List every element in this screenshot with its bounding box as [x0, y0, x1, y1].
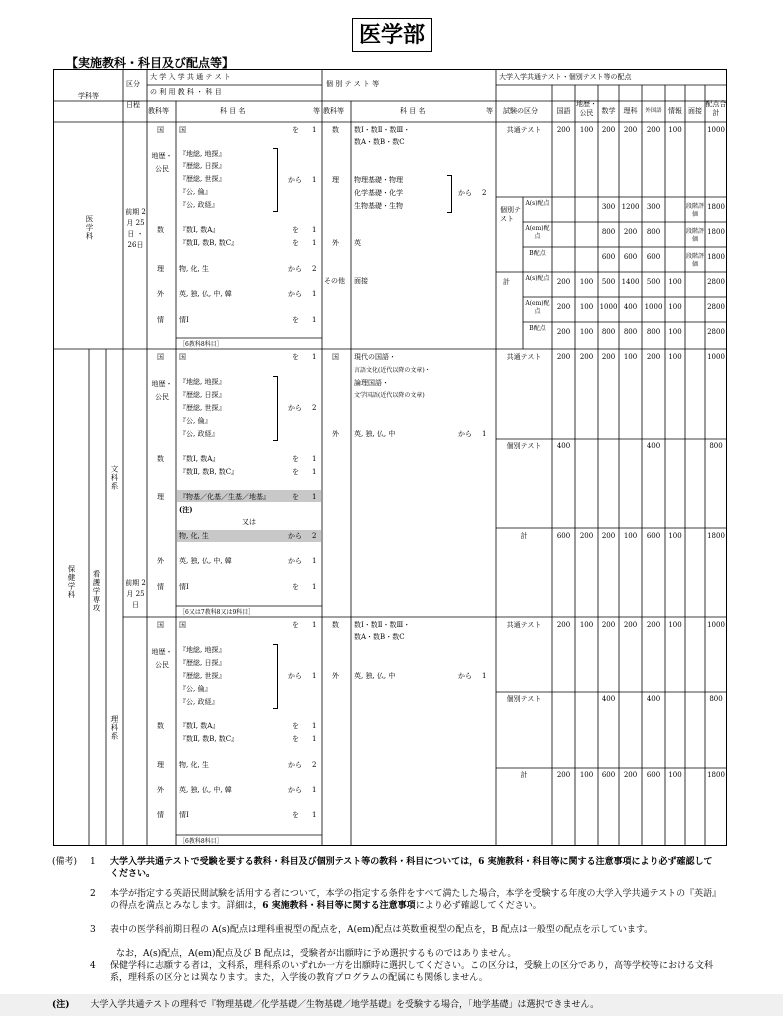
note-num-4: 4 [90, 961, 96, 971]
bunkei-kyotsu-kamoku-5: 情Ⅰ [179, 583, 189, 591]
rikei-score-0-cell-7: 1000 [707, 621, 725, 629]
rikei-score-0-cell-3: 200 [623, 621, 638, 629]
bunkei-bracket-chireki [273, 376, 278, 441]
rikei-kyotsu-kamoku-2-1: 『数Ⅱ, 数B, 数C』 [179, 735, 239, 743]
rikei-kobetsu-kyoka-0: 数 [332, 621, 339, 629]
bunkei-score-1-cell-0: 400 [556, 442, 571, 450]
bunkei-kyotsu-kyoka-1: 地歴・公民 [151, 380, 173, 401]
rikei-kyotsu-num-3: 2 [312, 761, 317, 769]
rikei-kyotsu-num-0: 1 [312, 621, 317, 629]
bunkei-score-2-cell-1: 200 [579, 532, 594, 540]
bunkei-kobetsu-rule-1: から [458, 430, 472, 438]
rikei-score-2-cell-0: 200 [556, 771, 571, 779]
igaku-kobetsu-1-cell-2: 800 [601, 228, 616, 236]
igaku-kyotsu-rule-2-1: を [292, 239, 299, 247]
igaku-kobetsu-kamoku-1-0: 物理基礎・物理 [354, 176, 403, 184]
igaku-kei-0-cell-2: 500 [601, 278, 616, 286]
igaku-kobetsu-num-1: 2 [482, 189, 487, 197]
bunkei-kyotsu-num-5: 1 [312, 583, 317, 591]
gakka-igaku: 医学科 [85, 215, 94, 241]
igaku-kobetsu-2-cell-3: 600 [623, 253, 638, 261]
igaku-kyotsu-kamoku-5: 情Ⅰ [179, 316, 189, 324]
igaku-kei-1-cell-2: 1000 [599, 303, 618, 311]
bunkei-kyotsu-rule-4: から [288, 557, 302, 565]
bunkei-score-0-cell-4: 200 [646, 353, 661, 361]
rikei-kyotsu-kyoka-0: 国 [157, 621, 164, 629]
rikei-kyotsu-num-2-1: 1 [312, 735, 317, 743]
rikei-kyotsu-kamoku-1-2: 『歴総, 世探』 [179, 672, 226, 680]
igaku-kyotsu-kamoku-2-0: 『数Ⅰ, 数A』 [179, 226, 220, 234]
bunkei-score-0-cell-3: 100 [623, 353, 638, 361]
bunkei-kyotsu-kyoka-4: 外 [157, 557, 164, 565]
igaku-kei-1-cell-4: 1000 [644, 303, 663, 311]
bunkei-kyotsu-num-2-1: 1 [312, 468, 317, 476]
igaku-kei-0-cell-4: 500 [646, 278, 661, 286]
bunkei-kyotsu-num-4: 1 [312, 557, 317, 565]
bunkei-kyotsu-num-3: 1 [312, 493, 317, 501]
igaku-kyotsu-num-4: 1 [312, 290, 317, 298]
bunkei-kyotsu-kyoka-5: 情 [157, 583, 164, 591]
col-joho: 情報 [668, 107, 682, 115]
igaku-kei-0-cell-1: 100 [579, 278, 594, 286]
bunkei-score-label-2: 計 [520, 532, 528, 540]
igaku-kobetsu-kyoka-3: その他 [324, 277, 345, 285]
igaku-kyotsu-rule-1: から [288, 176, 302, 184]
bunkei-kyotsu-kyoka-3: 理 [157, 493, 164, 501]
igaku-kobetsu-1-cell-4: 800 [646, 228, 661, 236]
igaku-kei-2-cell-0: 200 [556, 328, 571, 336]
bunkei-kyotsu-kyoka-0: 国 [157, 353, 164, 361]
igaku-kyotsu-kyoka-5: 情 [157, 316, 164, 324]
rikei-score-label-0: 共通テスト [506, 621, 542, 629]
bunkei-kyotsu-rule-0: を [292, 353, 299, 361]
rikei-score-2-cell-1: 100 [579, 771, 594, 779]
igaku-kei-1-cell-5: 100 [668, 303, 682, 311]
igaku-kobetsu-0-cell-2: 300 [601, 203, 616, 211]
igaku-kobetsu-2-cell-2: 600 [601, 253, 616, 261]
header-shiken-kubun: 試験の区分 [503, 107, 538, 115]
igaku-kyotsu-kamoku-1-3: 『公, 倫』 [179, 188, 212, 196]
igaku-bracket-rika [447, 175, 452, 213]
igaku-kyotsu-kamoku-1-2: 『歴総, 世探』 [179, 175, 226, 183]
note-num-2: 2 [90, 889, 96, 899]
igaku-kobetsu-kamoku-3: 面接 [354, 277, 368, 285]
igaku-kei-label-0: A(s)配点 [525, 275, 550, 282]
igaku-kobetsu-kamoku-1-1: 化学基礎・化学 [354, 189, 403, 197]
igaku-kyotsu-cell-4: 200 [646, 126, 661, 134]
rikei-score-1-cell-7: 800 [709, 695, 723, 703]
igaku-kyotsu-kamoku-4: 英, 独, 仏, 中, 韓 [179, 290, 232, 298]
bunkei-kyotsu-num-2-0: 1 [312, 455, 317, 463]
rikei-kyotsu-rule-4: から [288, 786, 302, 794]
note-text-3: 表中の医学科前期日程の A(s)配点は理科重視型の配点を，A(em)配点は英数重視型の配点を，B 配点は一般型の配点を示しています。 [110, 925, 654, 935]
igaku-score-kobetsu-label: 個別テスト [500, 206, 521, 223]
igaku-kei-2-cell-4: 800 [646, 328, 661, 336]
igaku-kyotsu-num-1: 1 [312, 176, 317, 184]
rikei-score-2-cell-5: 100 [668, 771, 682, 779]
footnote-label: (注) [52, 1000, 70, 1010]
col-kokugo: 国語 [556, 107, 571, 115]
igaku-kyotsu-kyoka-1: 地歴・公民 [151, 152, 173, 173]
igaku-kyotsu-kamoku-3: 物, 化, 生 [179, 265, 209, 273]
bunkei-kyotsu-kamoku-1-3: 『公, 倫』 [179, 417, 212, 425]
header-kyoka: 教科等 [148, 107, 169, 115]
bunkei-kyotsu-rule-3b: から [288, 532, 302, 540]
rikei-kyotsu-kamoku-5: 情Ⅰ [179, 811, 189, 819]
igaku-kei-1-cell-1: 100 [579, 303, 594, 311]
igaku-kyotsu-cell-2: 200 [601, 126, 616, 134]
igaku-kobetsu-1-cell-7: 1800 [707, 228, 725, 236]
bunkei-kyotsu-rule-2-0: を [292, 455, 299, 463]
note-num-3: 3 [90, 925, 96, 935]
igaku-kei-2-cell-3: 800 [623, 328, 638, 336]
rikei-kyotsu-rule-5: を [292, 811, 299, 819]
bunkei-score-2-cell-2: 200 [601, 532, 616, 540]
rikei-score-2-cell-7: 1800 [707, 771, 725, 779]
igaku-kei-0-cell-5: 100 [668, 278, 682, 286]
igaku-kei-label-1: A(em)配点 [525, 300, 550, 315]
bunkei-score-2-cell-7: 1800 [707, 532, 725, 540]
igaku-kyotsu-kyoka-4: 外 [157, 290, 164, 298]
bunkei-score-1-cell-4: 400 [646, 442, 661, 450]
rikei-kyotsu-total: ［6教科8科目］ [179, 838, 223, 845]
igaku-kobetsu-rule-1: から [458, 189, 472, 197]
bunkei-score-2-cell-5: 100 [668, 532, 682, 540]
rikei-score-2-cell-2: 600 [601, 771, 616, 779]
header-kamoku-to: 等 [313, 107, 320, 115]
rikei-kyotsu-kamoku-2-0: 『数Ⅰ, 数A』 [179, 722, 220, 730]
igaku-score-kyotsu-label: 共通テスト [506, 126, 542, 134]
rikei-kyotsu-kyoka-4: 外 [157, 786, 164, 794]
bunkei-kobetsu-kamoku-0-1: 言語文化(近代以降の文章)・ [354, 367, 431, 374]
igaku-kyotsu-cell-5: 100 [668, 126, 682, 134]
igaku-kyotsu-kyoka-3: 理 [157, 265, 164, 273]
rikei-kyotsu-kamoku-0: 国 [179, 621, 186, 629]
rikei-kyotsu-kamoku-1-3: 『公, 倫』 [179, 685, 212, 693]
rikei-score-label-1: 個別テスト [506, 695, 542, 703]
rikei-kobetsu-kamoku-0-0: 数Ⅰ・数Ⅱ・数Ⅲ・ [354, 621, 411, 629]
igaku-kobetsu-kyoka-0: 数 [332, 126, 339, 134]
header-kamoku: 科 目 名 [220, 107, 246, 115]
bunkei-score-label-0: 共通テスト [506, 353, 542, 361]
bunkei-kyotsu-num-1: 2 [312, 404, 317, 412]
bunkei-kobetsu-kamoku-0-0: 現代の国語・ [354, 353, 396, 361]
bunkei-score-1-cell-7: 800 [709, 442, 723, 450]
igaku-kobetsu-kamoku-1-2: 生物基礎・生物 [354, 202, 403, 210]
rikei-kyotsu-rule-1: から [288, 672, 302, 680]
bunkei-kyotsu-rule-5: を [292, 583, 299, 591]
rikei-kobetsu-kamoku-0-1: 数A・数B・数C [354, 633, 405, 641]
bunkei-score-0-cell-5: 100 [668, 353, 682, 361]
col-gokei: 配点合計 [705, 100, 727, 117]
bunkei-score-0-cell-7: 1000 [707, 353, 725, 361]
rikei-kyotsu-rule-2-1: を [292, 735, 299, 743]
igaku-kyotsu-rule-0: を [292, 126, 299, 134]
igaku-kobetsu-kamoku-0-0: 数Ⅰ・数Ⅱ・数Ⅲ・ [354, 126, 411, 134]
igaku-kei-0-cell-3: 1400 [621, 278, 640, 286]
igaku-kobetsu-1-cell-6: 段階評価 [685, 228, 704, 243]
igaku-kyotsu-kamoku-1-0: 『地総, 地探』 [179, 150, 226, 158]
bunkei-kyotsu-kamoku-4: 英, 独, 仏, 中, 韓 [179, 557, 232, 565]
rikei-kyotsu-num-1: 1 [312, 672, 317, 680]
igaku-kyotsu-rule-5: を [292, 316, 299, 324]
igaku-kobetsu-0-cell-3: 1200 [621, 203, 640, 211]
col-sugaku: 数学 [601, 107, 616, 115]
rikei-kyotsu-kyoka-5: 情 [157, 811, 164, 819]
bunkei-kyotsu-kamoku-3: 『物基／化基／生基／地基』 [179, 493, 270, 501]
igaku-kyotsu-num-5: 1 [312, 316, 317, 324]
igaku-kobetsu-kyoka-2: 外 [332, 239, 339, 247]
igaku-kei-2-cell-1: 100 [579, 328, 594, 336]
nittei-hoken: 前期 2月 25日 [125, 579, 146, 609]
bunkei-kyotsu-kamoku-1-2: 『歴総, 世探』 [179, 404, 226, 412]
col-gaikokugo: 外国語 [645, 108, 662, 114]
igaku-kyotsu-cell-0: 200 [556, 126, 571, 134]
rikei-kyotsu-kyoka-1: 地歴・公民 [151, 648, 173, 669]
igaku-kei-2-cell-2: 800 [601, 328, 616, 336]
note-num-1: 1 [90, 857, 96, 867]
section-subtitle: 【実施教科・科目及び配点等】 [66, 56, 235, 70]
rikei-score-0-cell-0: 200 [556, 621, 571, 629]
rikei-score-2-cell-4: 600 [646, 771, 661, 779]
igaku-kyotsu-kamoku-1-1: 『歴総, 日探』 [179, 162, 226, 170]
igaku-kyotsu-kamoku-1-4: 『公, 政経』 [179, 201, 219, 209]
rikei-score-2-cell-3: 200 [623, 771, 638, 779]
igaku-kyotsu-total: ［6教科8科目］ [179, 341, 223, 348]
igaku-kobetsu-kamoku-2: 英 [354, 239, 361, 247]
header-haiten: 大学入学共通テスト・個別テスト等の配点 [499, 73, 632, 81]
rikei-kyotsu-rule-2-0: を [292, 722, 299, 730]
bunkei-score-2-cell-3: 100 [623, 532, 638, 540]
igaku-kei-0-cell-7: 2800 [707, 278, 725, 286]
rikei-kobetsu-rule-1: から [458, 672, 472, 680]
bunkei-score-2-cell-0: 600 [556, 532, 571, 540]
igaku-kyotsu-num-2-0: 1 [312, 226, 317, 234]
rikei-kyotsu-kamoku-1-0: 『地総, 地探』 [179, 646, 226, 654]
footnote-text: 大学入学共通テストの理科で『物理基礎／化学基礎／生物基礎／地学基礎』を受験する場合，「地学基礎」は選択できません。 [90, 1000, 600, 1010]
header-kobetsu-to: 等 [486, 107, 493, 115]
rikei-score-label-2: 計 [520, 771, 528, 779]
igaku-kobetsu-2-cell-4: 600 [646, 253, 661, 261]
header-kubun: 区分 [126, 80, 140, 88]
igaku-kobetsu-0-cell-6: 段階評価 [685, 203, 704, 218]
gakka-hoken: 保健学科 [67, 565, 76, 599]
note-text-3b: なお，A(s)配点，A(em)配点及び B 配点は，受験者が出願時に予め選択するものではありません。 [116, 949, 517, 959]
igaku-kyotsu-cell-3: 200 [623, 126, 638, 134]
bunkei-score-2-cell-4: 600 [646, 532, 661, 540]
rikei-kobetsu-num-1: 1 [482, 672, 487, 680]
bunkei-kyotsu-kamoku-2-0: 『数Ⅰ, 数A』 [179, 455, 220, 463]
header-kobetsu-kamoku: 科 目 名 [400, 107, 426, 115]
igaku-kobetsu-0-cell-4: 300 [646, 203, 661, 211]
bunkei-kyotsu-mata: 又は [242, 518, 256, 526]
igaku-kei-2-cell-7: 2800 [707, 328, 725, 336]
igaku-kobetsu-1-cell-3: 200 [623, 228, 638, 236]
rikei-kyotsu-kamoku-4: 英, 独, 仏, 中, 韓 [179, 786, 232, 794]
bunkei-kyotsu-rule-3: を [292, 493, 299, 501]
igaku-kyotsu-rule-2-0: を [292, 226, 299, 234]
bunkei-kobetsu-kamoku-1: 英, 独, 仏, 中 [354, 430, 396, 438]
bunkei-kyotsu-num-0: 1 [312, 353, 317, 361]
rikei-score-0-cell-4: 200 [646, 621, 661, 629]
igaku-kyotsu-kamoku-2-1: 『数Ⅱ, 数B, 数C』 [179, 239, 239, 247]
rikei-kyotsu-num-5: 1 [312, 811, 317, 819]
igaku-kobetsu-label-1: A(em)配点 [525, 225, 550, 240]
bunkei-kyotsu-num-3b: 2 [312, 532, 317, 540]
igaku-kobetsu-label-2: B配点 [529, 250, 546, 257]
igaku-kyotsu-num-2-1: 1 [312, 239, 317, 247]
note-text-4: 保健学科に志願する者は，文科系，理科系のいずれか一方を出願時に選択してください。この区分は，受験上の区分であり，高等学校等における文科系，理科系の区分とは異なります。また，入学後の教育プログラムの配属にも関係しません。 [110, 961, 714, 983]
bunkei-kyotsu-kamoku-1-1: 『歴総, 日探』 [179, 391, 226, 399]
igaku-kyotsu-cell-7: 1000 [707, 126, 725, 134]
rikei-kyotsu-num-4: 1 [312, 786, 317, 794]
igaku-kyotsu-rule-3: から [288, 265, 302, 273]
header-nittei: 日程 [126, 101, 140, 109]
kei-rikei: 理科系 [110, 715, 119, 741]
rikei-score-0-cell-5: 100 [668, 621, 682, 629]
bunkei-kyotsu-rule-2-1: を [292, 468, 299, 476]
header-kobetsu-kyoka: 教科等 [323, 107, 344, 115]
bunkei-score-label-1: 個別テスト [506, 442, 542, 450]
page-title: 医学部 [352, 18, 432, 52]
bunkei-kyotsu-kamoku-1-0: 『地総, 地探』 [179, 378, 226, 386]
igaku-kei-2-cell-5: 100 [668, 328, 682, 336]
senko-kango: 看護学専攻 [92, 570, 101, 613]
header-gakka: 学科等 [78, 92, 99, 100]
col-mensetsu: 面接 [688, 107, 702, 115]
bunkei-score-0-cell-0: 200 [556, 353, 571, 361]
igaku-kei-1-cell-0: 200 [556, 303, 571, 311]
igaku-kyotsu-kamoku-0: 国 [179, 126, 186, 134]
rikei-kyotsu-kamoku-1-4: 『公, 政経』 [179, 698, 219, 706]
igaku-kobetsu-0-cell-7: 1800 [707, 203, 725, 211]
igaku-kobetsu-2-cell-7: 1800 [707, 253, 725, 261]
igaku-kobetsu-kamoku-0-1: 数A・数B・数C [354, 138, 405, 146]
bunkei-kyotsu-kamoku-3b: 物, 化, 生 [179, 532, 209, 540]
igaku-score-kei-label: 計 [503, 278, 510, 286]
nittei-igaku: 前期 2月 25日 ・ 26日 [125, 208, 146, 249]
rikei-kyotsu-kamoku-3: 物, 化, 生 [179, 761, 209, 769]
bunkei-kobetsu-kamoku-0-3: 文学国語(近代以降の文章) [354, 392, 425, 399]
rikei-score-1-cell-2: 400 [601, 695, 616, 703]
igaku-kyotsu-num-0: 1 [312, 126, 317, 134]
igaku-kei-1-cell-7: 2800 [707, 303, 725, 311]
note-text-2: 本学が指定する英語民間試験を活用する者について，本学の指定する条件をすべて満たした場合，本学を受験する年度の大学入学共通テストの『英語』の得点を満点とみなします。詳細は，6 実施教科・科目等に関する注意事項により必ず確認してください。 [110, 889, 717, 911]
igaku-kyotsu-num-3: 2 [312, 265, 317, 273]
rikei-kobetsu-kyoka-1: 外 [332, 672, 339, 680]
igaku-kei-label-2: B配点 [529, 325, 546, 332]
igaku-kei-1-cell-3: 400 [623, 303, 638, 311]
header-kyotsu-2: の 利 用 教 科 ・ 科 目 [150, 88, 222, 96]
footnote [0, 994, 783, 1016]
notes-label: (備考) [52, 857, 78, 867]
rikei-kobetsu-kamoku-1: 英, 独, 仏, 中 [354, 672, 396, 680]
igaku-kobetsu-label-0: A(s)配点 [525, 200, 550, 207]
header-kyotsu-1: 大 学 入 学 共 通 テ ス ト [150, 73, 231, 81]
rikei-kyotsu-kamoku-1-1: 『歴総, 日探』 [179, 659, 226, 667]
igaku-kyotsu-cell-1: 100 [579, 126, 594, 134]
header-kobetsu: 個 別 テ ス ト 等 [326, 80, 380, 88]
rikei-score-1-cell-4: 400 [646, 695, 661, 703]
rikei-score-0-cell-2: 200 [601, 621, 616, 629]
bunkei-score-0-cell-1: 200 [579, 353, 594, 361]
rikei-kyotsu-num-2-0: 1 [312, 722, 317, 730]
bunkei-kyotsu-kyoka-2: 数 [157, 455, 164, 463]
rikei-kyotsu-rule-0: を [292, 621, 299, 629]
bunkei-kyotsu-kamoku-2-1: 『数Ⅱ, 数B, 数C』 [179, 468, 239, 476]
bunkei-kyotsu-chu: (注) [179, 505, 193, 514]
igaku-kyotsu-kyoka-0: 国 [157, 126, 164, 134]
rikei-kyotsu-rule-3: から [288, 761, 302, 769]
rikei-bracket-chireki [273, 644, 278, 709]
igaku-kobetsu-kyoka-1: 理 [332, 176, 339, 184]
bunkei-kyotsu-total: ［6又は7教科8又は9科目］ [179, 609, 255, 616]
bunkei-kyotsu-kamoku-0: 国 [179, 353, 186, 361]
bunkei-kobetsu-kyoka-1: 外 [332, 430, 339, 438]
kei-bunkei: 文科系 [110, 465, 119, 491]
igaku-kyotsu-kyoka-2: 数 [157, 226, 164, 234]
rikei-score-0-cell-1: 100 [579, 621, 594, 629]
bunkei-kyotsu-rule-1: から [288, 404, 302, 412]
igaku-kobetsu-2-cell-6: 段階評価 [685, 253, 704, 268]
note-text-1: 大学入学共通テストで受験を要する教科・科目及び個別テスト等の教科・科目については，6 実施教科・科目等に関する注意事項により必ず確認してください。 [110, 857, 713, 879]
rikei-kyotsu-kyoka-2: 数 [157, 722, 164, 730]
igaku-bracket-chireki [273, 148, 278, 212]
rikei-kyotsu-kyoka-3: 理 [157, 761, 164, 769]
col-rika: 理科 [623, 107, 638, 115]
igaku-kei-0-cell-0: 200 [556, 278, 571, 286]
bunkei-score-0-cell-2: 200 [601, 353, 616, 361]
igaku-kyotsu-rule-4: から [288, 290, 302, 298]
bunkei-kobetsu-num-1: 1 [482, 430, 487, 438]
bunkei-kyotsu-kamoku-1-4: 『公, 政経』 [179, 430, 219, 438]
bunkei-kobetsu-kamoku-0-2: 論理国語・ [354, 379, 389, 387]
col-chireki: 地歴・公民 [576, 100, 597, 117]
bunkei-kobetsu-kyoka-0: 国 [332, 353, 339, 361]
